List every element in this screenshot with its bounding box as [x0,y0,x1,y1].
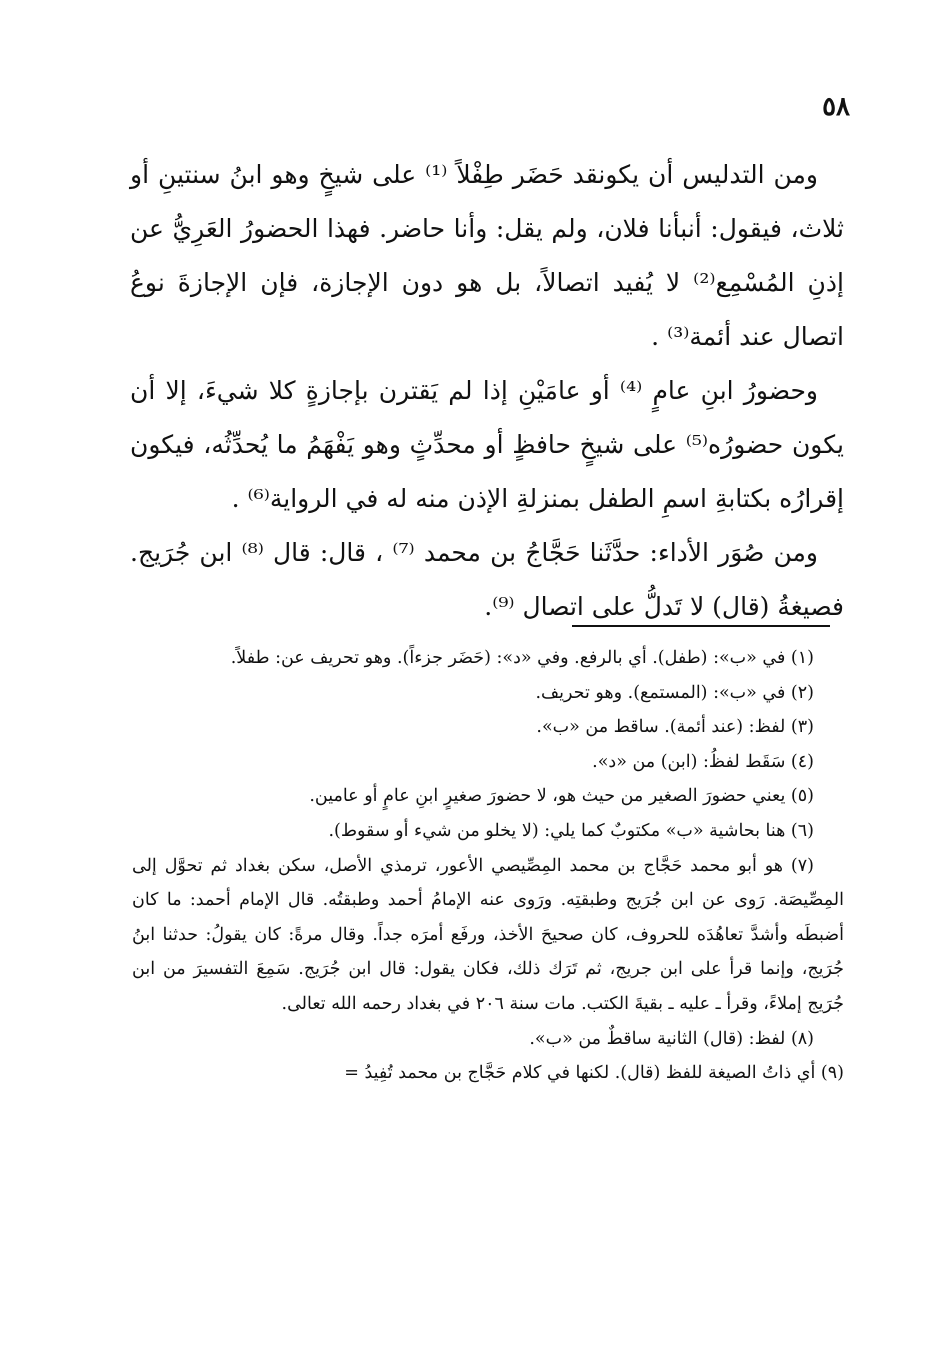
footnote-7: (٧) هو أبو محمد حَجَّاج بن محمد المِصِّيصي الأعور، ترمذي الأصل، سكن بغداد ثم تحوَّل إلى المِصِّيصَة. رَوى عن ابن جُرَيج وطبقتِه. ورَوى عنه الإمامُ أحمد وطبقتُه. قال الإمام أحمد: ما كان أضبطَه وأشدَّ تعاهُدَه للحروف، كان صحيحَ الأخذ، ورفَع أمرَه جداً. وقال مرةً: كان يقولُ: حدثنا ابنُ جُرَيج، وإنما قرأ على ابن جريج، ثم تَرَك ذلك، فكان يقول: قال ابن جُرَيج. سَمِعَ التفسيرَ من ابن جُرَيج إملاءً، وقرأ ـ عليه ـ بقيةَ الكتب. مات سنة ٢٠٦ في بغداد رحمه الله تعالى. [132,855,844,1014]
main-text [130,148,844,634]
footnote-2: (٢) في «ب»: (المستمع). وهو تحريف. [535,682,814,703]
paragraph-ada: ومن صُوَر الأداء: حدَّثَنا حَجَّاجُ بن محمد ⁽⁷⁾ ، قال: قال ⁽⁸⁾ ابن جُرَيج. فصيغةُ (قال) لا تَدلُّ على اتصال ⁽⁹⁾. [130,538,844,621]
footnotes [132,641,844,1091]
paragraph-tadlis: ومن التدليس أن يكونقد حَضَر طِفْلاً ⁽¹⁾ على شيخٍ وهو ابنُ سنتينِ أو ثلاث، فيقول: أنبأنا فلان، ولم يقل: وأنا حاضر. فهذا الحضورُ العَرِيُّ عن إذنِ المُسْمِع⁽²⁾ لا يُفيد اتصالاً، بل هو دون الإجازة، فإن الإجازةَ نوعُ اتصال عند أئمة⁽³⁾ . [130,160,844,351]
footnote-9: (٩) أي ذاتُ الصيغة للفظ (قال). لكنها في كلام حَجَّاج بن محمد تُفِيدُ = [344,1063,844,1084]
page-number: ٥٨ [822,92,850,122]
paragraph-hudur: وحضورُ ابنِ عامٍ ⁽⁴⁾ أو عامَيْنِ إذا لم يَقترن بإجازةٍ كلا شيءَ، إلا أن يكون حضورُه⁽⁵⁾ على شيخٍ حافظٍ أو محدِّثٍ وهو يَفْهَمُ ما يُحدِّثُه، فيكون إقرارُه بكتابةِ اسمِ الطفل بمنزلةِ الإذن منه له في الرواية⁽⁶⁾ . [130,376,844,513]
footnote-separator [572,625,830,627]
footnote-6: (٦) هنا بحاشية «ب» مكتوبٌ كما يلي: (لا يخلو من شيء أو سقوط). [328,820,814,841]
footnote-1: (١) في «ب»: (طفل). أي بالرفع. وفي «د»: (حَضَر جزءاً). وهو تحريف عن: طفلاً. [230,648,814,668]
footnote-4: (٤) سَقَط لفظُ: (ابن) من «د». [592,751,814,772]
footnote-3: (٣) لفظ: (عند أئمة). ساقط من «ب». [536,717,814,738]
footnote-5: (٥) يعني حضورَ الصغير من حيث هو، لا حضورَ صغيرٍ ابنِ عامٍ أو عامين. [309,786,814,807]
footnote-8: (٨) لفظ: (قال) الثانية ساقطٌ من «ب». [529,1028,814,1049]
